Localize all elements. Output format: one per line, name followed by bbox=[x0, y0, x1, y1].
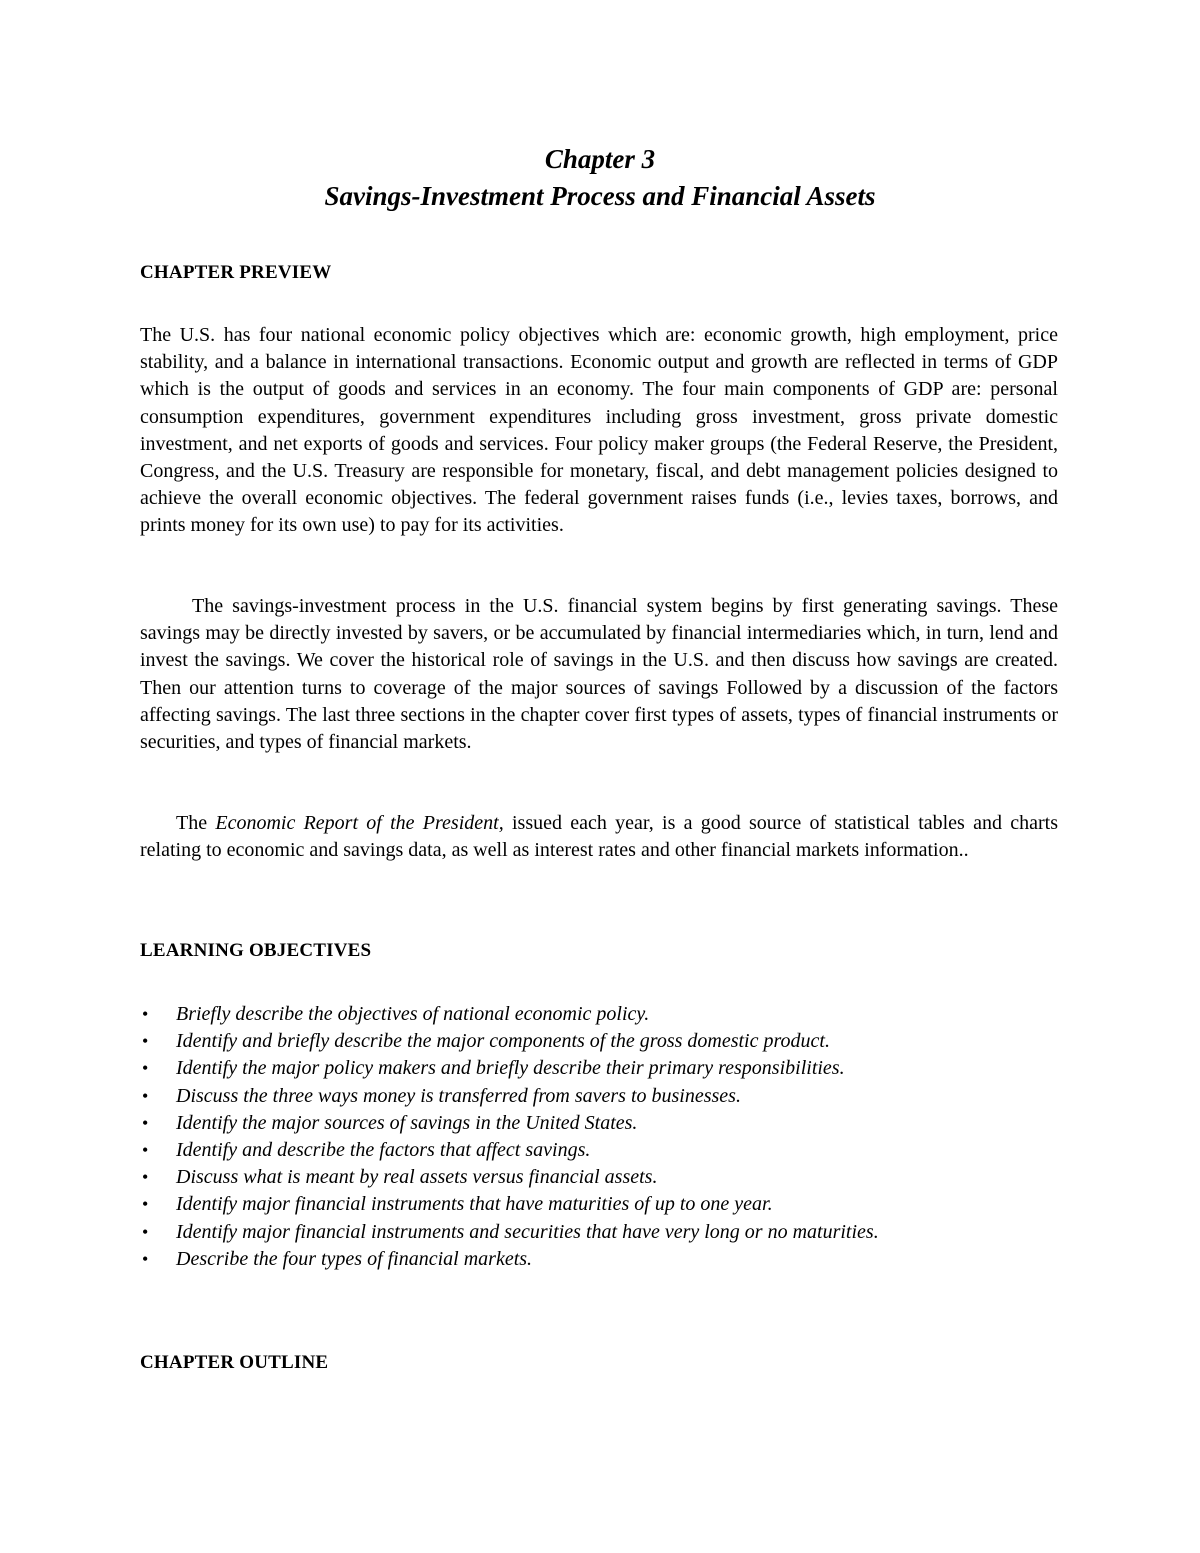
list-item bbox=[140, 1246, 1100, 1273]
chapter-number: Chapter 3 bbox=[544, 144, 656, 174]
bullet-icon: • bbox=[142, 1004, 149, 1024]
bullet-icon: • bbox=[142, 1112, 149, 1133]
learning-objectives-heading: LEARNING OBJECTIVES bbox=[140, 940, 372, 961]
bullet-icon: • bbox=[142, 1140, 149, 1161]
list-item bbox=[140, 1028, 1100, 1055]
list-item bbox=[140, 1110, 1100, 1137]
bullet-icon: • bbox=[142, 1031, 149, 1052]
objective-text: Identify and describe the factors that affect savings. bbox=[176, 1139, 591, 1162]
objective-text: Briefly describe the objectives of national economic policy. bbox=[176, 1003, 650, 1025]
list-item bbox=[140, 1001, 1100, 1028]
preview-paragraph-1: The U.S. has four national economic policy objectives which are: economic growth, high employment, price stability, and a balance in international transactions. Economic output and growth are reflected in terms of GDP which is the output of goods and services in an economy. The four main components of GDP are: personal consumption expenditures, government expenditures including gross investment, gross private domestic investment, and net exports of goods and services. Four policy maker groups (the Federal Reserve, the President, Congress, and the U.S. Treasury are responsible for monetary, fiscal, and debt management policies designed to achieve the overall economic objectives. The federal government raises funds (i.e., levies taxes, borrows, and prints money for its own use) to pay for its activities. bbox=[140, 324, 1058, 537]
list-item bbox=[140, 1055, 1100, 1082]
preview-paragraph-3 bbox=[140, 810, 1058, 864]
list-item bbox=[140, 1219, 1100, 1246]
chapter-title: Savings-Investment Process and Financial Assets bbox=[324, 181, 876, 211]
list-item bbox=[140, 1137, 1100, 1164]
list-item bbox=[140, 1164, 1100, 1191]
chapter-outline-heading: CHAPTER OUTLINE bbox=[140, 1352, 329, 1373]
paragraph-3-lead: The bbox=[176, 812, 216, 834]
bullet-icon: • bbox=[142, 1058, 149, 1079]
objective-text: Discuss the three ways money is transferred from savers to businesses. bbox=[176, 1084, 741, 1107]
preview-paragraph-2: The savings-investment process in the U.S. financial system begins by first generating savings. These savings may be directly invested by savers, or be accumulated by financial intermediaries which, in turn, lend and invest the savings. We cover the historical role of savings in the U.S. and then discuss how savings are created. Then our attention turns to coverage of the major sources of savings Followed by a discussion of the factors affecting savings. The last three sections in the chapter cover first types of assets, types of financial instruments or securities, and types of financial markets. bbox=[140, 595, 1058, 754]
bullet-icon: • bbox=[142, 1248, 149, 1269]
paragraph-3-rest: issued each year, is a good source of statistical tables and charts relating to economic and savings data, as well as interest rates and other financial markets information.. bbox=[140, 812, 1058, 862]
objective-text: Discuss what is meant by real assets versus financial assets. bbox=[176, 1166, 658, 1189]
learning-objectives-list bbox=[140, 1001, 1100, 1273]
objective-text: Describe the four types of financial markets. bbox=[176, 1247, 533, 1270]
objective-text: Identify major financial instruments that have maturities of up to one year. bbox=[176, 1193, 773, 1216]
objective-text: Identify the major policy makers and briefly describe their primary responsibilities. bbox=[176, 1057, 845, 1080]
bullet-icon: • bbox=[142, 1221, 149, 1242]
objective-text: Identify the major sources of savings in the United States. bbox=[176, 1111, 638, 1134]
list-item bbox=[140, 1191, 1100, 1218]
chapter-preview-heading: CHAPTER PREVIEW bbox=[140, 262, 332, 283]
bullet-icon: • bbox=[142, 1194, 149, 1215]
bullet-icon: • bbox=[142, 1085, 149, 1106]
list-item bbox=[140, 1083, 1100, 1110]
objective-text: Identify and briefly describe the major components of the gross domestic product. bbox=[176, 1030, 830, 1053]
objective-text: Identify major financial instruments and securities that have very long or no maturities. bbox=[176, 1220, 879, 1243]
bullet-icon: • bbox=[142, 1167, 149, 1188]
report-title: Economic Report of the President, bbox=[215, 812, 504, 834]
